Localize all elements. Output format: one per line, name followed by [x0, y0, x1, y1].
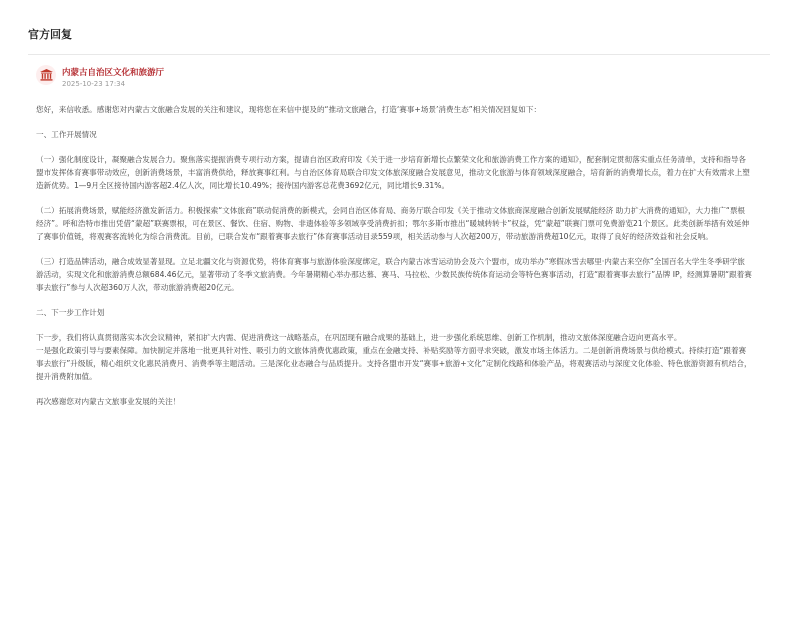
government-building-icon [36, 65, 56, 85]
heading-next-plan: 二、下一步工作计划 [36, 308, 105, 317]
heading-work-status: 一、工作开展情况 [36, 130, 97, 139]
org-name: 内蒙古自治区文化和旅游厅 [62, 68, 165, 78]
paragraph-consumption-scenes: （二）拓展消费场景，赋能经济激发新活力。积极探索“文体旅商”联动促消费的新模式，会同自治区体育局、商务厅联合印发《关于推动文体旅商深度融合创新发展赋能经济 助力扩大消费的通知》，大力推广“票根经济”。呼和浩特市推出凭借“蒙超”联赛票根，可在景区、餐饮、住宿、购物、非遗体验等多领域享受消费折扣；鄂尔多斯市推出“暖城转转卡”权益，凭“蒙超”联赛门票可免费游览21个景区。此类创新举措有效延伸了赛事价值链，将观赛客流转化为综合消费流。目前，已联合发布“跟着赛事去旅行”体育赛事活动目录559项，相关活动参与人次超200万，带动旅游消费超10亿元，取得了良好的经济效益和社会反响。 [36, 206, 750, 241]
greeting-paragraph: 您好，来信收悉。感谢您对内蒙古文旅融合发展的关注和建议，现将您在来信中提及的“推动文旅融合，打造‘赛事+场景’消费生态”相关情况回复如下： [36, 105, 542, 114]
reply-date: 2025-10-23 17:34 [62, 80, 126, 88]
closing-paragraph: 再次感谢您对内蒙古文旅事业发展的关注！ [36, 397, 181, 406]
paragraph-measures: 一是强化政策引导与要素保障。加快制定并落地一批更具针对性、吸引力的文旅体消费优惠政策，重点在金融支持、补贴奖励等方面寻求突破，激发市场主体活力。二是创新消费场景与供给模式。持续打造“跟着赛事去旅行”升级版，精心组织文化惠民消费月、消费季等主题活动。三是深化业态融合与品质提升。支持各盟市开发“赛事+旅游+文化”定制化线路和体验产品，将观赛活动与深度文化体验、特色旅游资源有机结合，提升消费附加值。 [36, 346, 752, 381]
reply-body [30, 103, 770, 408]
paragraph-next-steps: 下一步，我们将认真贯彻落实本次会议精神，紧扣扩大内需、促进消费这一战略基点，在巩固现有融合成果的基础上，进一步强化系统思维、创新工作机制，推动文旅体深度融合迈向更高水平。 [36, 333, 682, 342]
paragraph-institutional-design: （一）强化制度设计，凝聚融合发展合力。聚焦落实提振消费专项行动方案，提请自治区政府印发《关于进一步培育新增长点繁荣文化和旅游消费工作方案的通知》，配套制定贯彻落实重点任务清单，支持和指导各盟市发挥体育赛事带动效应，创新消费场景，丰富消费供给，释放赛事红利。与自治区体育局联合印发文体旅深度融合发展意见，推动文化旅游与体育领域深度融合，培育新的消费增长点，着力在扩大有效需求上塑造新优势。1—9月全区接待国内游客超2.4亿人次，同比增长10.49%；接待国内游客总花费3692亿元，同比增长9.31%。 [36, 155, 750, 190]
reply-header [30, 65, 770, 101]
paragraph-brand-activities: （三）打造品牌活动，融合成效显著显现。立足北疆文化与资源优势，将体育赛事与旅游体验深度绑定，联合内蒙古冰雪运动协会及六个盟市，成功举办“寒假冰雪去哪里·内蒙古来空你”全国百名大学生冬季研学旅游活动，实现文化和旅游消费总额684.46亿元，显著带动了冬季文旅消费。今年暑期精心举办那达慕、赛马、马拉松、少数民族传统体育运动会等特色赛事活动，打造“跟着赛事去旅行”品牌 IP，经测算暑期“跟着赛事去旅行”参与人次超360万人次，带动旅游消费超20亿元。 [36, 257, 752, 292]
section-title: 官方回复 [28, 0, 770, 55]
